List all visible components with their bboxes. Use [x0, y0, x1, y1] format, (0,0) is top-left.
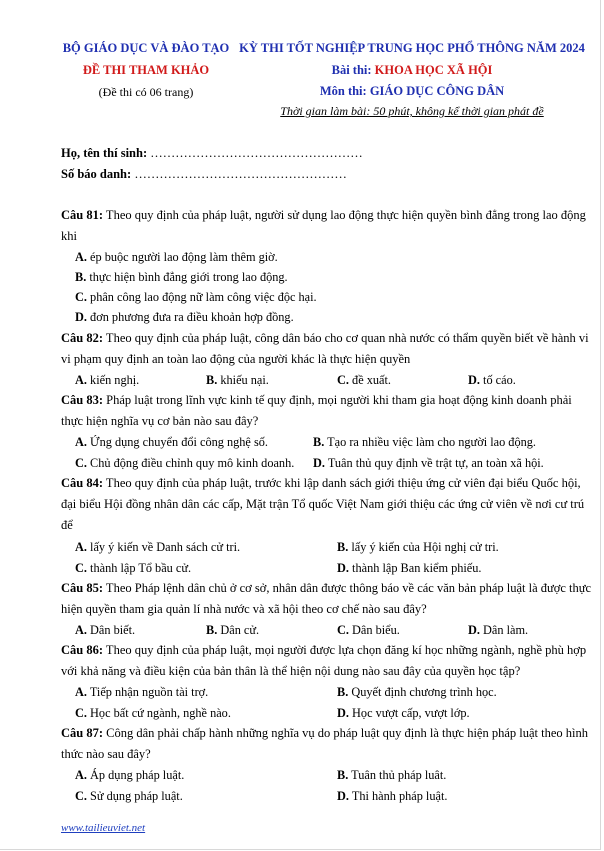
- candidate-id-line: [61, 167, 347, 182]
- question-83-option-c: C. Chủ động điều chỉnh quy mô kinh doanh.: [75, 456, 295, 470]
- question-86-option-b: B. Quyết định chương trình học.: [337, 685, 497, 699]
- question-82-line-1: Câu 82: Theo quy định của pháp luật, công dân báo cho cơ quan nhà nước có thẩm quyền biết về hành vi: [61, 331, 589, 345]
- question-85-option-b: B. Dân cử.: [206, 623, 260, 637]
- question-83-option-b: B. Tạo ra nhiều việc làm cho người lao động.: [313, 435, 536, 449]
- question-86-line-1: Câu 86: Theo quy định của pháp luật, mọi người được lựa chọn đăng kí học những ngành, nghề phù hợp: [61, 643, 587, 657]
- ministry-name: BỘ GIÁO DỤC VÀ ĐÀO TẠO: [62, 41, 230, 55]
- question-87-option-c: C. Sử dụng pháp luật.: [75, 789, 183, 803]
- question-83-option-d: D. Tuân thủ quy định về trật tự, an toàn xã hội.: [313, 456, 544, 470]
- question-82-option-c: C. đề xuất.: [337, 373, 391, 387]
- question-85-line-1: Câu 85: Theo Pháp lệnh dân chủ ở cơ sở, nhân dân được thông báo về các văn bản pháp luật là được thực: [61, 581, 592, 595]
- question-84-option-a: A. lấy ý kiến về Danh sách cử tri.: [75, 540, 241, 554]
- question-82-option-b: B. khiếu nại.: [206, 373, 269, 387]
- question-84-option-b: B. lấy ý kiến của Hội nghị cử tri.: [337, 540, 499, 554]
- question-86-option-d: D. Học vượt cấp, vượt lớp.: [337, 706, 470, 720]
- question-81-label: Câu 81:: [61, 208, 104, 222]
- subject-name: GIÁO DỤC CÔNG DÂN: [369, 84, 505, 98]
- question-82-option-a: A. kiến nghị.: [75, 373, 140, 387]
- test-label: Bài thi:: [331, 63, 375, 77]
- question-85-line-2: hiện quyền tham gia quản lí nhà nước và xã hội theo cơ chế nào sau đây?: [61, 602, 427, 616]
- candidate-name-line: [61, 146, 363, 161]
- question-87-option-b: B. Tuân thủ pháp luât.: [337, 768, 447, 782]
- question-84-label: Câu 84:: [61, 476, 104, 490]
- question-84-line-3: để: [61, 518, 73, 532]
- question-87-label: Câu 87:: [61, 726, 104, 740]
- test-name: KHOA HỌC XÃ HỘI: [374, 63, 493, 77]
- candidate-id-dots: ……………………………………………: [131, 167, 347, 181]
- question-85-label: Câu 85:: [61, 581, 104, 595]
- question-81-option-a: A. ép buộc người lao động làm thêm giờ.: [75, 250, 278, 264]
- question-81-option-d: D. đơn phương đưa ra điều khoản hợp đồng.: [75, 310, 294, 324]
- question-83-option-a: A. Ứng dụng chuyển đổi công nghệ số.: [75, 435, 268, 449]
- question-87-option-d: D. Thi hành pháp luật.: [337, 789, 448, 803]
- question-86-line-2: với khả năng và điều kiện của bản thân là thể hiện nội dung nào sau đây của quyền học tập?: [61, 664, 521, 678]
- question-82-option-d: D. tố cáo.: [468, 373, 516, 387]
- exam-type: ĐỀ THI THAM KHẢO: [82, 63, 210, 77]
- question-87-line-2: thức nào sau đây?: [61, 747, 151, 761]
- question-84-option-d: D. thành lập Ban kiểm phiếu.: [337, 561, 482, 575]
- question-81-option-b: B. thực hiện bình đẳng giới trong lao động.: [75, 270, 288, 284]
- website-link[interactable]: www.tailieuviet.net: [61, 822, 146, 834]
- question-87-option-a: A. Áp dụng pháp luật.: [75, 768, 185, 782]
- question-86-option-a: A. Tiếp nhận nguồn tài trợ.: [75, 685, 209, 699]
- candidate-name-dots: ……………………………………………: [147, 146, 363, 160]
- time-note: Thời gian làm bài: 50 phút, không kể thời gian phát đề: [280, 104, 544, 118]
- candidate-id-label: Số báo danh:: [61, 167, 132, 181]
- question-84-line-1: Câu 84: Theo quy định của pháp luật, trước khi lập danh sách giới thiệu ứng cử viên đại biểu Quốc hội,: [61, 476, 581, 490]
- test-line: [332, 63, 493, 78]
- question-83-line-1: Câu 83: Pháp luật trong lĩnh vực kinh tế quy định, mọi người khi tham gia hoạt động kinh doanh phải: [61, 393, 572, 407]
- subject-line: [320, 84, 504, 99]
- question-81-text-1: Theo quy định của pháp luật, người sử dụng lao động thực hiện quyền bình đẳng trong lao động: [103, 208, 586, 222]
- question-84-line-2: đại biểu Hội đồng nhân dân các cấp, Mặt trận Tổ quốc Việt Nam giới thiệu các ứng cử viên về nơi cư trú: [61, 497, 585, 511]
- question-85-option-c: C. Dân biểu.: [337, 623, 400, 637]
- question-83-label: Câu 83:: [61, 393, 104, 407]
- question-81-line-2: khi: [61, 229, 77, 243]
- question-83-line-2: thực hiện nghĩa vụ cơ bản nào sau đây?: [61, 414, 259, 428]
- question-86-option-c: C. Học bất cứ ngành, nghề nào.: [75, 706, 231, 720]
- page-count: (Đề thi có 06 trang): [98, 85, 194, 99]
- question-81-option-c: C. phân công lao động nữ làm công việc độc hại.: [75, 290, 317, 304]
- candidate-name-label: Họ, tên thí sinh:: [61, 146, 148, 160]
- question-85-option-a: A. Dân biết.: [75, 623, 136, 637]
- question-86-label: Câu 86:: [61, 643, 104, 657]
- question-81-line-1: [61, 208, 586, 223]
- question-84-option-c: C. thành lập Tổ bầu cử.: [75, 561, 192, 575]
- question-82-line-2: vi phạm quy định an toàn lao động của người khác là thực hiện quyền: [61, 352, 411, 366]
- subject-label: Môn thi:: [319, 84, 370, 98]
- question-82-label: Câu 82:: [61, 331, 104, 345]
- question-87-line-1: Câu 87: Công dân phải chấp hành những nghĩa vụ do pháp luật quy định là thực hiện pháp luật theo hình: [61, 726, 589, 740]
- exam-name: KỲ THI TỐT NGHIỆP TRUNG HỌC PHỔ THÔNG NĂM 2024: [239, 41, 585, 55]
- question-85-option-d: D. Dân làm.: [468, 623, 529, 637]
